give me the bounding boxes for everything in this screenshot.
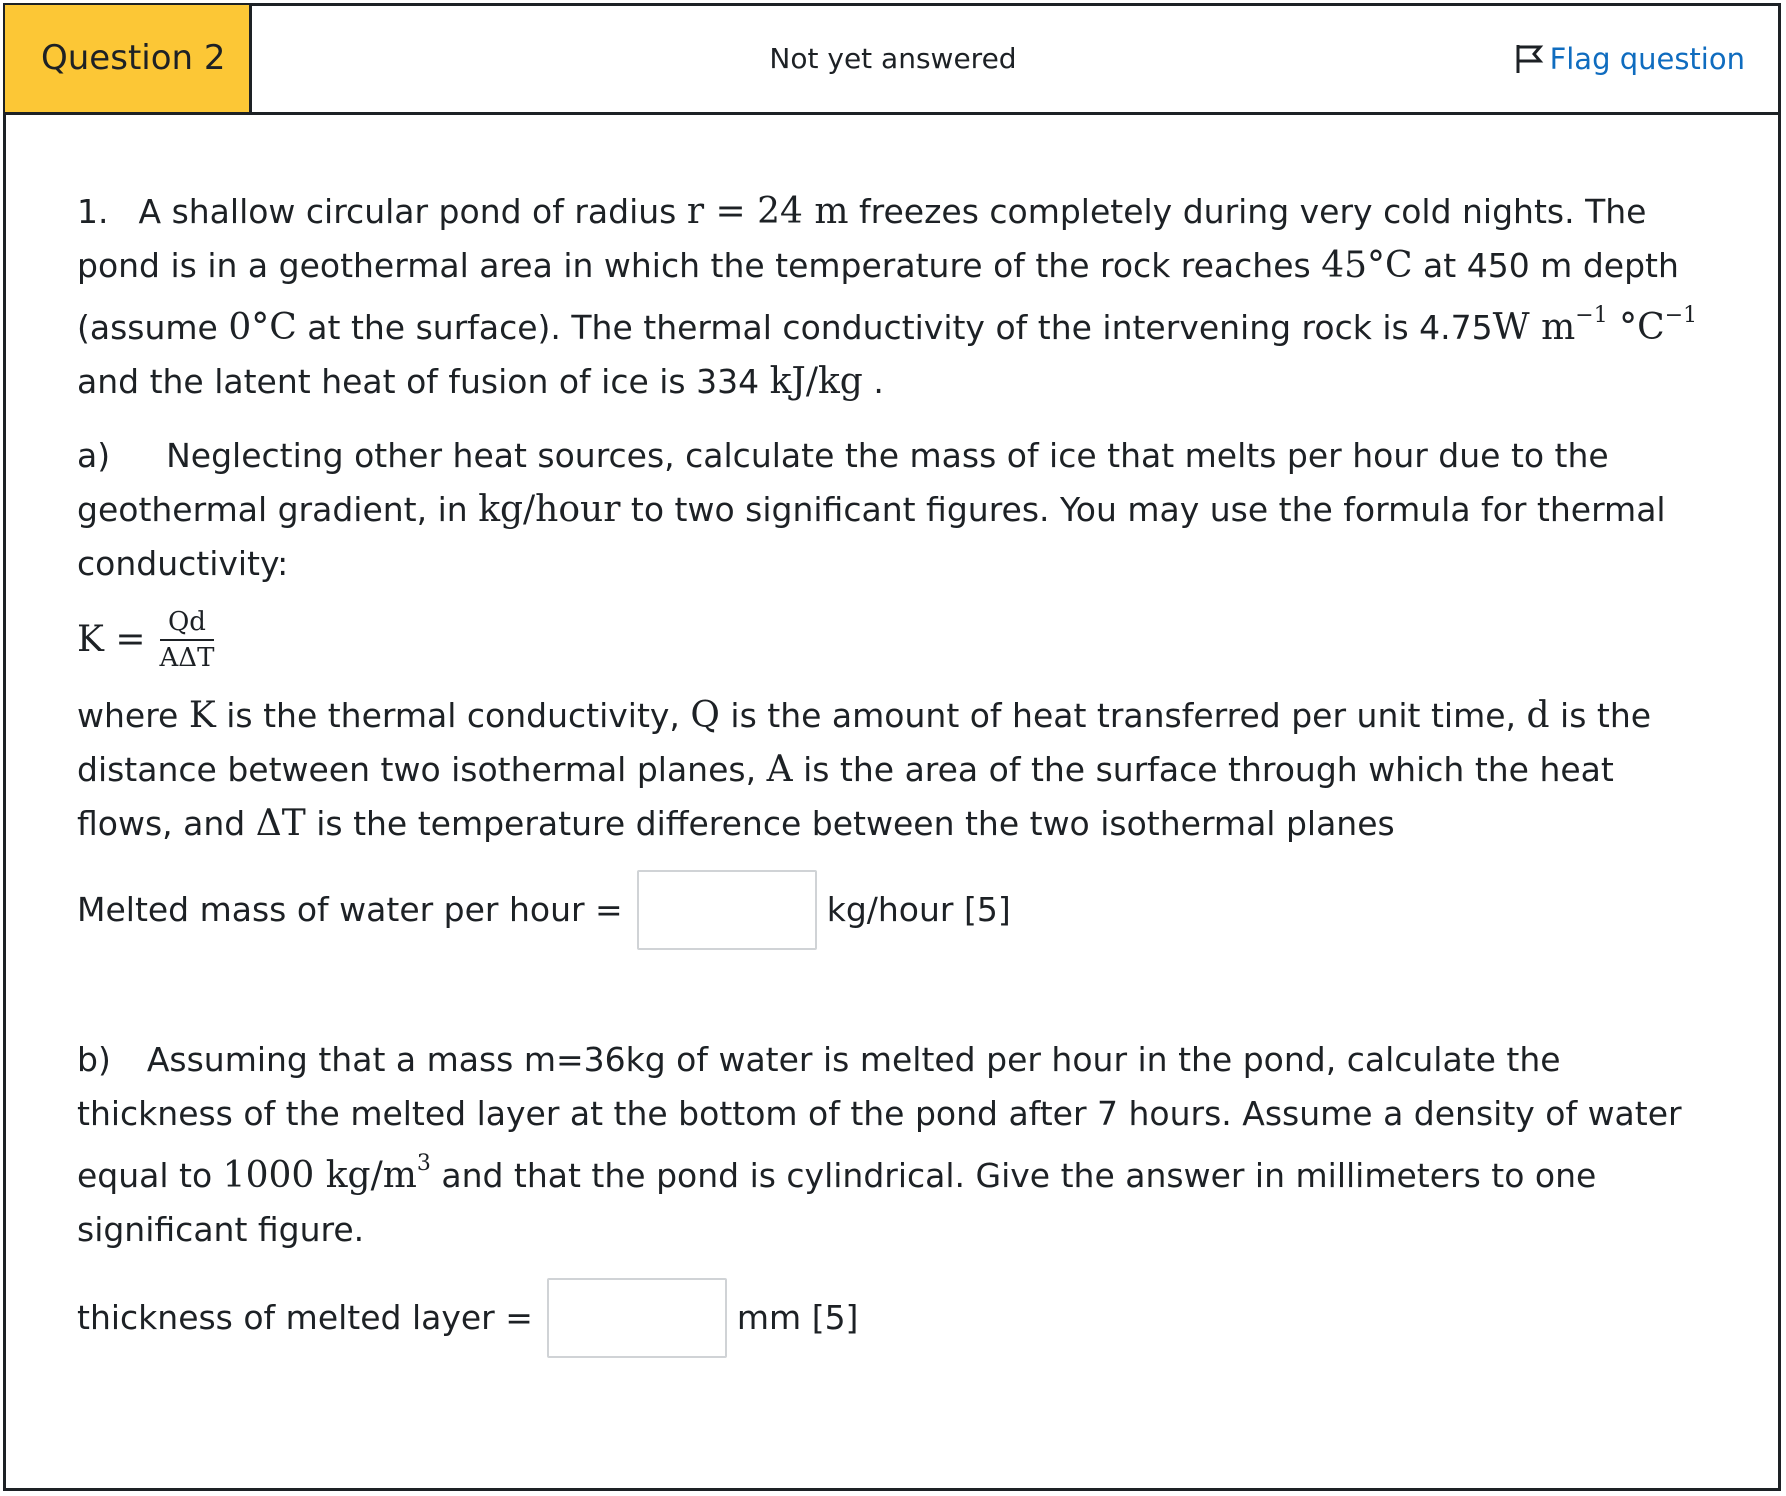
answer-row-a — [77, 867, 1707, 953]
question-header — [5, 5, 1781, 115]
part-a-label: a) — [77, 436, 111, 475]
part-b-text: b) Assuming that a mass m=36kg of water is melted per hour in the pond, calculate the thickness of the melted layer at the bottom of the pond after 7 hours. Assume a density of water equal to 1000 $kg/m^3$ and that the pond is cylindrical. Give the answer in millimeters to one significant figure. — [77, 1040, 1682, 1249]
conductivity-formula: K = $\frac{Qd}{\text{AΔT}}$ — [77, 607, 215, 673]
math-temp: 45°C — [1321, 245, 1413, 286]
intro-number: 1. — [77, 192, 109, 231]
thickness-input[interactable] — [547, 1278, 727, 1358]
part-a-text: a) Neglecting other heat sources, calculate the mass of ice that melts per hour due to the geothermal gradient, in kg/hour to two significant figures. You may use the formula for thermal conductivity: — [77, 436, 1666, 583]
math-density: 1000 $kg/m^3$ — [222, 1151, 431, 1196]
question-content — [77, 185, 1707, 1361]
answer-b-unit: mm [5] — [736, 1298, 859, 1337]
answer-a-unit: kg/hour [5] — [826, 890, 1011, 929]
question-number-tab: Question 2 — [5, 5, 252, 112]
question-intro: 1. A shallow circular pond of radius r = 24 m freezes completely during very cold nights. The pond is in a geothermal area in which the temperature of the rock reaches 45°C at 450 m depth (assume 0°C at the surface). The thermal conductivity of the intervening rock is 4.75W $m^{-1}$ $^\circ C^{-1}$ and the latent heat of fusion of ice is 334 kJ/kg . — [77, 191, 1698, 402]
math-kg-hour: kg/hour — [478, 489, 621, 530]
flag-question-label[interactable]: Flag question — [1549, 41, 1745, 76]
math-zero: 0°C — [228, 307, 297, 348]
melted-mass-input[interactable] — [637, 870, 817, 950]
math-units: W $m^{-1}$ $^\circ C^{-1}$ — [1492, 303, 1698, 348]
math-latent: kJ/kg — [769, 361, 863, 402]
math-radius: r = 24 m — [686, 191, 849, 232]
flag-question-link[interactable] — [1514, 5, 1745, 112]
formula-explanation: where K is the thermal conductivity, Q is the amount of heat transferred per unit time, d is the distance between two isothermal planes, A is the area of the surface through which the heat flows, and ΔT is the temperature difference between the two isothermal planes — [77, 695, 1652, 844]
answer-a-label: Melted mass of water per hour = — [77, 890, 623, 929]
formula-fraction: $\frac{Qd}{\text{AΔT}}$ — [159, 607, 215, 673]
part-b-label: b) — [77, 1040, 111, 1079]
answer-row-b — [77, 1275, 1707, 1361]
question-status: Not yet answered — [769, 42, 1017, 75]
flag-icon — [1514, 43, 1544, 75]
answer-b-label: thickness of melted layer = — [77, 1298, 533, 1337]
